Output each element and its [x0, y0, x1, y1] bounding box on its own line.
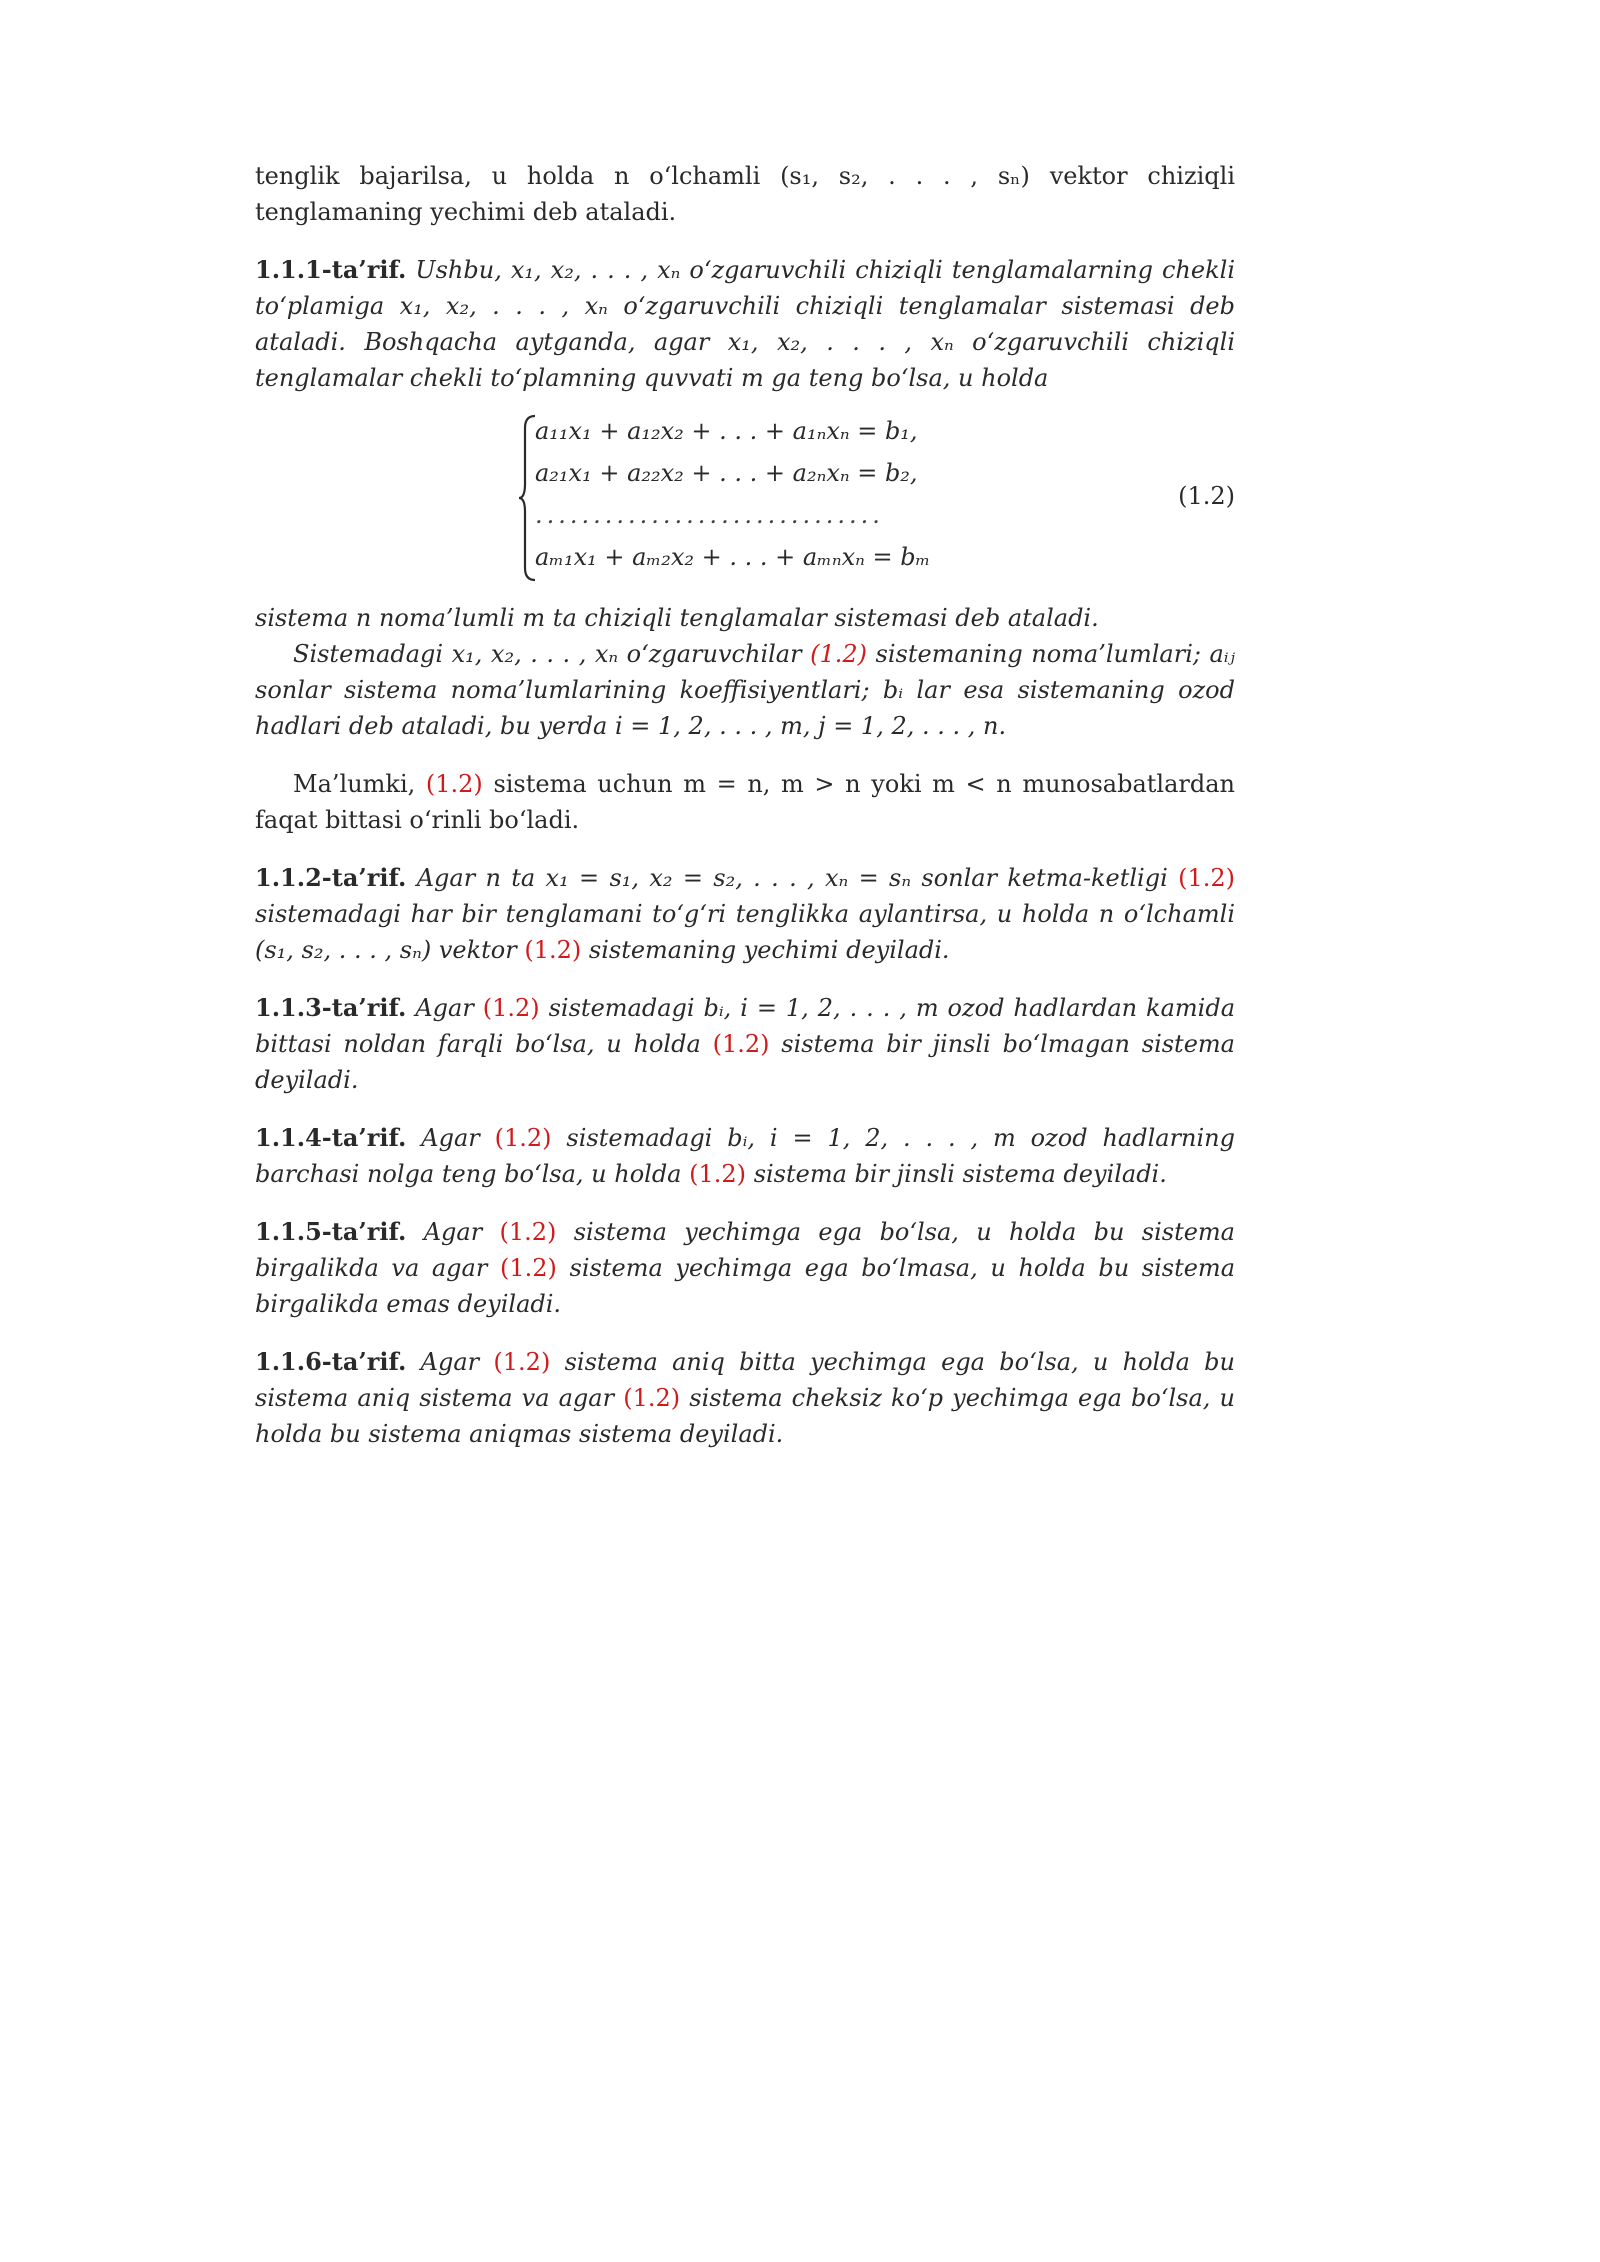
system-definition-text: sistema n noma’lumli m ta chiziqli tenglamalar sistemasi deb ataladi. [255, 604, 1099, 632]
definition-body-part2: sistemadagi har bir tenglamani to‘g‘ri tenglikka aylantirsa, u holda n o‘lchamli (s₁, s₂, . . . , sₙ) vektor [255, 900, 1235, 964]
equation-reference-link[interactable]: (1.2) [1178, 864, 1235, 892]
equation-reference-link[interactable]: (1.2) [712, 1030, 770, 1058]
definition-heading: 1.1.6-ta’rif. [255, 1347, 407, 1376]
equation-reference-link[interactable]: (1.2) [689, 1160, 747, 1188]
definition-1-1-1 [255, 252, 1235, 396]
equation-reference-link[interactable]: (1.2) [623, 1384, 681, 1412]
definition-body-part1: Agar [420, 1348, 480, 1376]
definition-body-part3: sistema bir jinsli bo‘lmagan sistema deyiladi. [255, 1030, 1235, 1094]
definition-body-part3: sistema cheksiz ko‘p yechimga ega bo‘lsa, u holda bu sistema aniqmas sistema deyiladi. [255, 1384, 1236, 1448]
definition-body-part3: sistema yechimga ega bo‘lmasa, u holda bu sistema birgalikda emas deyiladi. [255, 1254, 1235, 1318]
definition-body-part2: sistema yechimga ega bo‘lsa, u holda bu sistema birgalikda va agar [255, 1218, 1235, 1282]
equation-reference-link[interactable]: (1.2) [425, 770, 483, 798]
equation-reference-link[interactable]: (1.2) [524, 936, 582, 964]
definition-1-1-5 [255, 1214, 1235, 1322]
system-definition-sentence [255, 600, 1235, 636]
equation-row-1: a₁₁x₁ + a₁₂x₂ + . . . + a₁ₙxₙ = b₁, [535, 417, 918, 445]
equation-system [255, 410, 1235, 590]
definition-body-part1: Agar [415, 994, 474, 1022]
definition-heading: 1.1.2-ta’rif. [255, 863, 407, 892]
known-paragraph [255, 766, 1235, 838]
definition-body-part3: sistemaning yechimi deyiladi. [588, 936, 950, 964]
known-part1: Ma’lumki, [293, 770, 416, 798]
definition-body-part1: Agar [423, 1218, 483, 1246]
definition-heading: 1.1.4-ta’rif. [255, 1123, 407, 1152]
intro-text: tenglik bajarilsa, u holda n o‘lchamli (s₁, s₂, . . . , sₙ) vektor chiziqli tenglamaning yechimi deb ataladi. [255, 162, 1235, 226]
equation-reference-link[interactable]: (1.2) [494, 1124, 552, 1152]
system-description-part2: sistemaning noma’lumlari; aᵢⱼ sonlar sistema noma’lumlarining koeffisiyentlari; bᵢ lar esa sistemaning ozod hadlari deb ataladi, bu yerda i = 1, 2, . . . , m, j = 1, 2, . . . , n. [255, 640, 1235, 740]
definition-body-part3: sistema bir jinsli sistema deyiladi. [753, 1160, 1167, 1188]
document-page [255, 158, 1235, 1452]
equation-row-m: aₘ₁x₁ + aₘ₂x₂ + . . . + aₘₙxₙ = bₘ [535, 543, 931, 571]
definition-body-part2: sistema aniq bitta yechimga ega bo‘lsa, u holda bu sistema aniq sistema va agar [255, 1348, 1235, 1412]
equation-reference-link[interactable]: (1.2) [499, 1254, 557, 1282]
equation-row-2: a₂₁x₁ + a₂₂x₂ + . . . + a₂ₙxₙ = b₂, [535, 459, 918, 487]
definition-1-1-3 [255, 990, 1235, 1098]
equation-reference-link[interactable]: (1.2) [482, 994, 540, 1022]
definition-heading: 1.1.5-ta’rif. [255, 1217, 407, 1246]
definition-heading: 1.1.3-ta’rif. [255, 993, 407, 1022]
definition-1-1-4 [255, 1120, 1235, 1192]
definition-heading: 1.1.1-ta’rif. [255, 255, 407, 284]
equation-reference-link[interactable]: (1.2) [493, 1348, 551, 1376]
definition-body-part2: sistemadagi bᵢ, i = 1, 2, . . . , m ozod hadlardan kamida bittasi noldan farqli bo‘lsa, u holda [255, 994, 1235, 1058]
system-description-part1: Sistemadagi x₁, x₂, . . . , xₙ o‘zgaruvchilar [293, 640, 802, 668]
system-description-paragraph [255, 636, 1235, 744]
definition-body: Ushbu, x₁, x₂, . . . , xₙ o‘zgaruvchili chiziqli tenglamalarning chekli to‘plamiga x₁, x₂, . . . , xₙ o‘zgaruvchili chiziqli tenglamalar sistemasi deb ataladi. Boshqacha aytganda, agar x₁, x₂, . . . , xₙ o‘zgaruvchili chiziqli tenglamalar chekli to‘plamning quvvati m ga teng bo‘lsa, u holda [255, 256, 1235, 392]
equation-number: (1.2) [1178, 482, 1235, 510]
equation-reference-link[interactable]: (1.2) [810, 640, 868, 668]
definition-body-part1: Agar [421, 1124, 480, 1152]
known-part2: sistema uchun m = n, m > n yoki m < n munosabatlardan faqat bittasi o‘rinli bo‘ladi. [255, 770, 1235, 834]
intro-paragraph [255, 158, 1235, 230]
equation-ellipsis-row: .............................. [535, 501, 884, 529]
equation-reference-link[interactable]: (1.2) [499, 1218, 557, 1246]
equation-lines [535, 410, 930, 578]
definition-1-1-2 [255, 860, 1235, 968]
definition-1-1-6 [255, 1344, 1235, 1452]
definition-body-part2: sistemadagi bᵢ, i = 1, 2, . . . , m ozod hadlarning barchasi nolga teng bo‘lsa, u holda [255, 1124, 1235, 1188]
definition-body-part1: Agar n ta x₁ = s₁, x₂ = s₂, . . . , xₙ = sₙ sonlar ketma-ketligi [416, 864, 1168, 892]
